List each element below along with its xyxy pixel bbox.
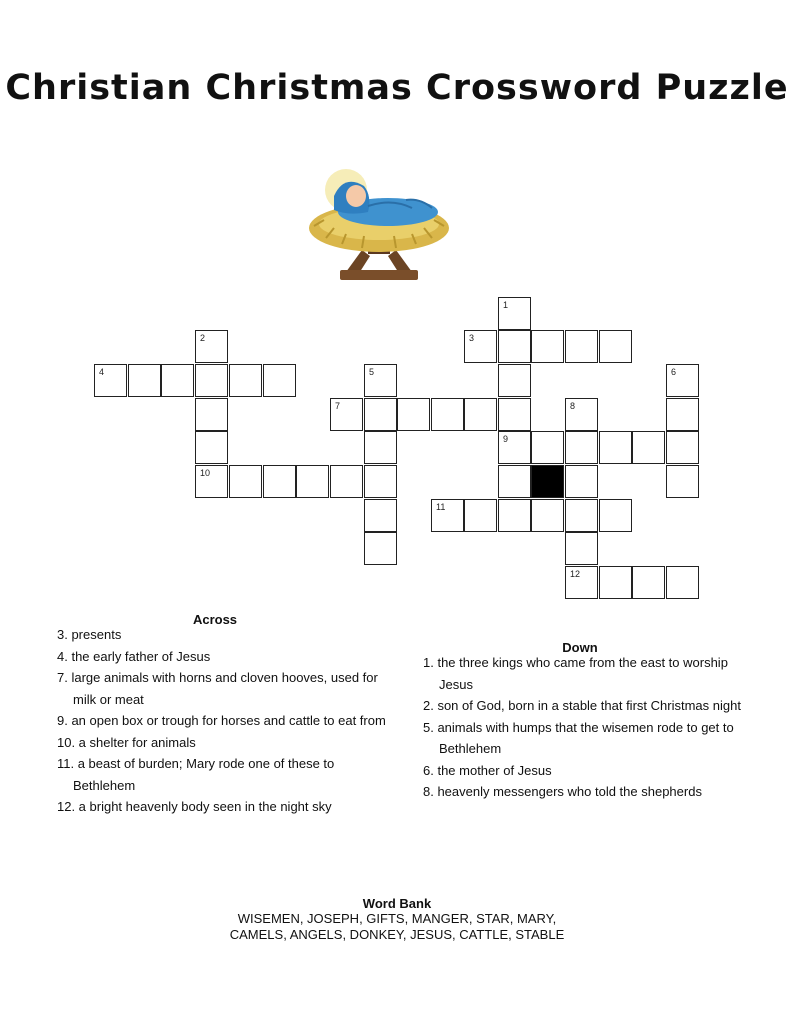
crossword-cell[interactable] — [296, 465, 329, 498]
crossword-cell[interactable] — [498, 499, 531, 532]
crossword-cell[interactable] — [565, 398, 598, 431]
across-clue: 3. presents — [57, 627, 122, 642]
clue-number: 5 — [369, 367, 375, 377]
crossword-cell[interactable] — [531, 499, 564, 532]
crossword-cell[interactable] — [666, 364, 699, 397]
across-clue: 12. a bright heavenly body seen in the night sky — [57, 799, 332, 814]
crossword-cell[interactable] — [195, 330, 228, 363]
crossword-cell[interactable] — [531, 431, 564, 464]
down-clue: 5. animals with humps that the wisemen rode to get to Bethlehem — [423, 719, 734, 756]
clue-number: 12 — [570, 569, 581, 579]
crossword-cell[interactable] — [330, 465, 363, 498]
across-clue: 11. a beast of burden; Mary rode one of these to Bethlehem — [57, 756, 335, 793]
crossword-cell[interactable] — [464, 499, 497, 532]
baby-in-manger-icon — [306, 166, 452, 284]
across-clue-list — [57, 624, 387, 818]
crossword-cell[interactable] — [666, 398, 699, 431]
crossword-cell[interactable] — [364, 465, 397, 498]
crossword-cell[interactable] — [195, 364, 228, 397]
crossword-cell[interactable] — [666, 465, 699, 498]
across-clue: 10. a shelter for animals — [57, 734, 196, 750]
crossword-cell[interactable] — [195, 431, 228, 464]
crossword-cell[interactable] — [565, 532, 598, 565]
clue-number: 11 — [436, 502, 446, 512]
crossword-cell[interactable] — [565, 431, 598, 464]
crossword-cell[interactable] — [531, 330, 564, 363]
crossword-cell[interactable] — [195, 398, 228, 431]
crossword-cell[interactable] — [599, 431, 632, 464]
crossword-cell[interactable] — [498, 330, 531, 363]
crossword-cell[interactable] — [195, 465, 228, 498]
down-clue: 6. the mother of Jesus — [423, 762, 552, 778]
crossword-cell[interactable] — [263, 364, 296, 397]
crossword-cell[interactable] — [666, 431, 699, 464]
word-bank-line: WISEMEN, JOSEPH, GIFTS, MANGER, STAR, MARY, — [237, 911, 557, 926]
crossword-cell[interactable] — [263, 465, 296, 498]
word-bank-line: CAMELS, ANGELS, DONKEY, JESUS, CATTLE, STABLE — [229, 927, 565, 942]
crossword-cell[interactable] — [599, 499, 632, 532]
clue-number: 10 — [200, 468, 211, 478]
crossword-cell[interactable] — [128, 364, 161, 397]
crossword-cell[interactable] — [498, 465, 531, 498]
down-clue: 1. the three kings who came from the east to worship Jesus — [423, 655, 728, 692]
crossword-cell[interactable] — [364, 431, 397, 464]
clue-number: 1 — [503, 300, 509, 310]
crossword-cell[interactable] — [599, 566, 632, 599]
crossword-cell[interactable] — [464, 330, 497, 363]
crossword-cell[interactable] — [599, 330, 632, 363]
crossword-cell[interactable] — [632, 566, 665, 599]
across-clue: 7. large animals with horns and cloven hooves, used for milk or meat — [57, 670, 378, 707]
crossword-cell[interactable] — [431, 398, 464, 431]
across-clue: 4. the early father of Jesus — [57, 648, 211, 664]
crossword-cell[interactable] — [565, 566, 598, 599]
word-bank-list — [175, 911, 619, 943]
crossword-cell[interactable] — [364, 398, 397, 431]
crossword-cell[interactable] — [229, 465, 262, 498]
crossword-cell[interactable] — [94, 364, 127, 397]
down-clue: 2. son of God, born in a stable that first Christmas night — [423, 698, 741, 713]
crossword-cell[interactable] — [397, 398, 430, 431]
clue-number: 4 — [99, 367, 105, 377]
down-clue: 8. heavenly messengers who told the shepherds — [423, 784, 702, 799]
clue-number: 7 — [335, 401, 341, 411]
across-clue: 9. an open box or trough for horses and cattle to eat from — [57, 713, 386, 728]
crossword-cell[interactable] — [666, 566, 699, 599]
crossword-cell[interactable] — [464, 398, 497, 431]
crossword-cell[interactable] — [565, 499, 598, 532]
clue-number: 9 — [503, 434, 509, 444]
clue-number: 3 — [469, 333, 475, 343]
crossword-cell[interactable] — [330, 398, 363, 431]
crossword-cell[interactable] — [565, 330, 598, 363]
crossword-cell[interactable] — [632, 431, 665, 464]
crossword-cell[interactable] — [498, 297, 531, 330]
crossword-cell[interactable] — [229, 364, 262, 397]
clue-number: 8 — [570, 401, 576, 411]
crossword-cell[interactable] — [161, 364, 194, 397]
across-heading: Across — [192, 612, 238, 627]
crossword-cell[interactable] — [364, 532, 397, 565]
crossword-cell[interactable] — [364, 499, 397, 532]
down-clue-list — [423, 652, 753, 803]
crossword-cell[interactable] — [498, 398, 531, 431]
clue-number: 2 — [200, 333, 206, 343]
crossword-cell[interactable] — [498, 364, 531, 397]
crossword-cell[interactable] — [431, 499, 464, 532]
page-title: Christian Christmas Crossword Puzzle — [5, 68, 789, 108]
down-heading: Down — [562, 640, 598, 655]
crossword-cell[interactable] — [364, 364, 397, 397]
clue-number: 6 — [671, 367, 677, 377]
black-cell — [531, 465, 564, 498]
crossword-cell[interactable] — [498, 431, 531, 464]
word-bank-heading: Word Bank — [362, 896, 432, 911]
crossword-cell[interactable] — [565, 465, 598, 498]
